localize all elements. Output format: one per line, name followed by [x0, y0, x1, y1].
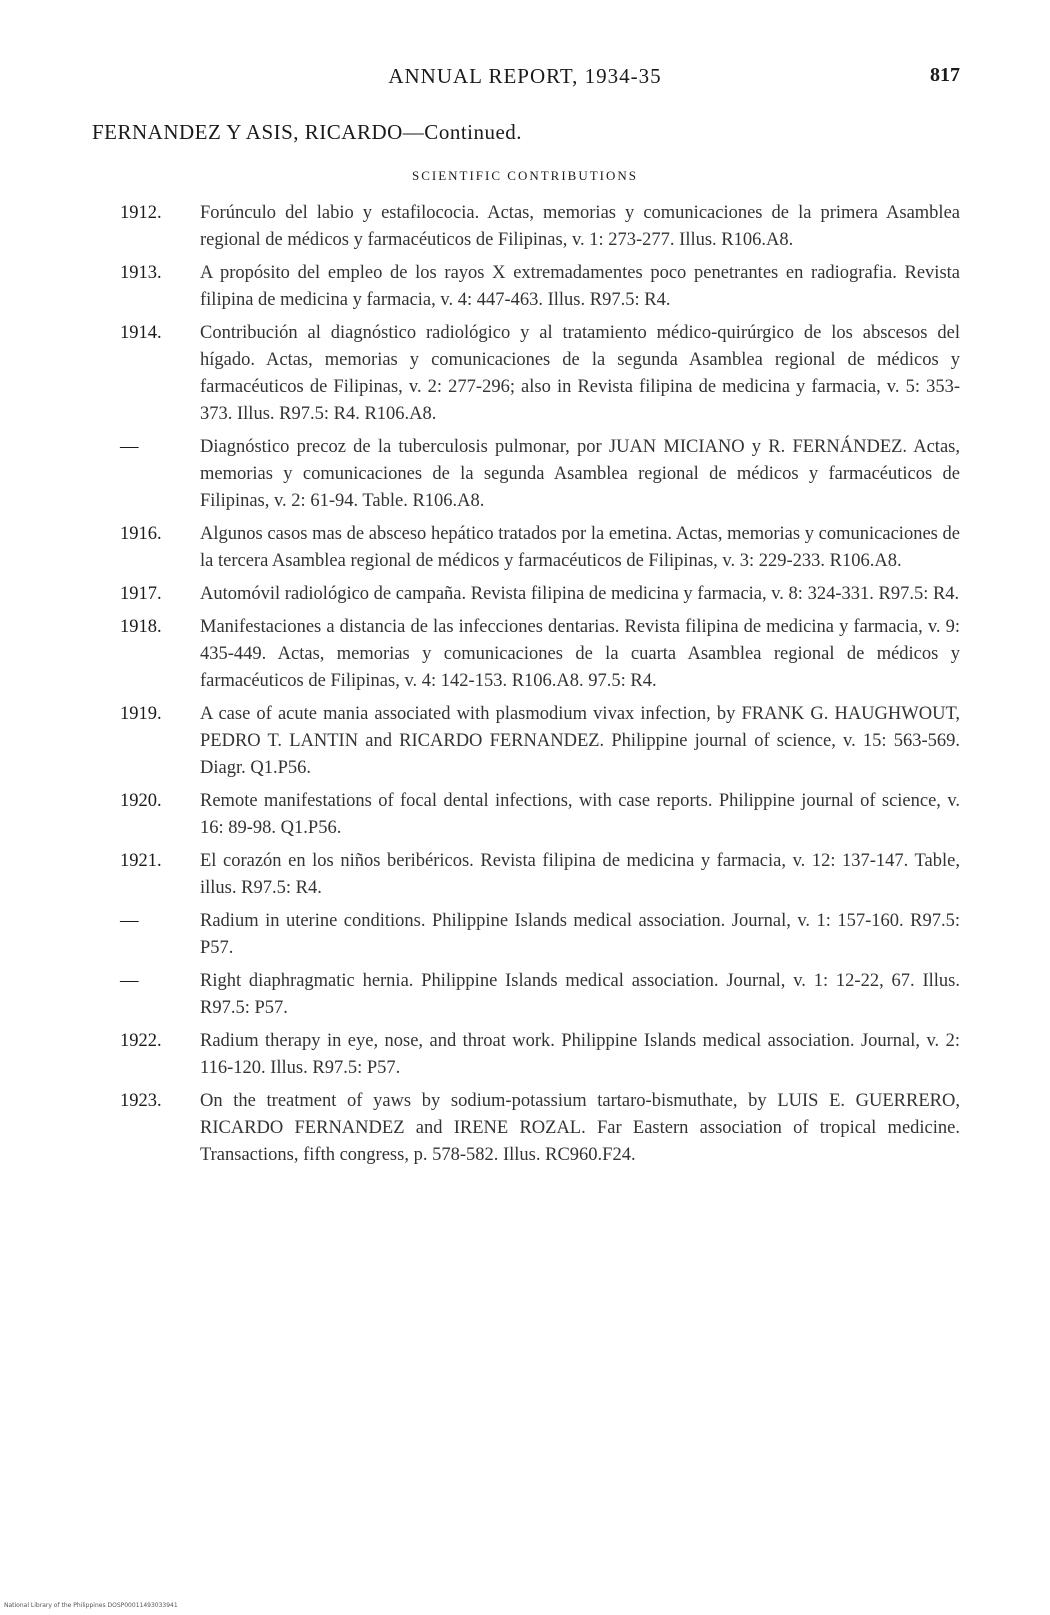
entry-year: —	[120, 971, 139, 991]
entry-year: 1914.	[120, 323, 162, 343]
entry-citation: Automóvil radiológico de campaña. Revista filipina de medicina y farmacia, v. 8: 324-331. R97.5: R4.	[200, 584, 960, 604]
footer-credit: National Library of the Philippines DOSP00011493033941	[4, 1602, 178, 1609]
entry-year: 1913.	[120, 263, 162, 283]
entry-citation: A propósito del empleo de los rayos X extremadamentes poco penetrantes en radiografia. Revista filipina de medicina y farmacia, v. 4: 447-463. Illus. R97.5: R4.	[200, 263, 960, 310]
entry-citation: Forúnculo del labio y estafilococia. Actas, memorias y comunicaciones de la primera Asamblea regional de médicos y farmacéuticos de Filipinas, v. 1: 273-277. Illus. R106.A8.	[200, 203, 960, 250]
bibliography-entry	[120, 200, 960, 254]
entry-year: 1919.	[120, 704, 162, 724]
bibliography-entry	[120, 614, 960, 695]
bibliography-entry	[120, 581, 960, 608]
entry-citation: Radium in uterine conditions. Philippine Islands medical association. Journal, v. 1: 157-160. R97.5: P57.	[200, 911, 960, 958]
bibliography-entry	[120, 701, 960, 782]
section-title: FERNANDEZ Y ASIS, RICARDO—Continued.	[92, 120, 523, 144]
entry-citation: Manifestaciones a distancia de las infecciones dentarias. Revista filipina de medicina y farmacia, v. 9: 435-449. Actas, memorias y comunicaciones de la cuarta Asamblea regional de médicos y farmacéuticos de Filipinas, v. 4: 142-153. R106.A8. 97.5: R4.	[200, 617, 960, 691]
entry-year: 1918.	[120, 617, 162, 637]
page-number: 817	[930, 64, 960, 86]
bibliography-entry	[120, 320, 960, 428]
entry-citation: Right diaphragmatic hernia. Philippine Islands medical association. Journal, v. 1: 12-22, 67. Illus. R97.5: P57.	[200, 971, 960, 1018]
entry-citation: Algunos casos mas de absceso hepático tratados por la emetina. Actas, memorias y comunicaciones de la tercera Asamblea regional de médicos y farmacéuticos de Filipinas, v. 3: 229-233. R106.A8.	[200, 524, 960, 571]
entry-citation: A case of acute mania associated with plasmodium vivax infection, by FRANK G. HAUGHWOUT, PEDRO T. LANTIN and RICARDO FERNANDEZ. Philippine journal of science, v. 15: 563-569. Diagr. Q1.P56.	[200, 704, 960, 778]
entry-citation: Remote manifestations of focal dental infections, with case reports. Philippine journal of science, v. 16: 89-98. Q1.P56.	[200, 791, 960, 838]
entry-citation: Diagnóstico precoz de la tuberculosis pulmonar, por JUAN MICIANO y R. FERNÁNDEZ. Actas, memorias y comunicaciones de la segunda Asamblea regional de médicos y farmacéuticos de Filipinas, v. 2: 61-94. Table. R106.A8.	[200, 437, 960, 511]
entry-year: —	[120, 911, 139, 931]
bibliography-entry	[120, 968, 960, 1022]
entry-year: 1922.	[120, 1031, 162, 1051]
entry-year: 1923.	[120, 1091, 162, 1111]
entry-citation: On the treatment of yaws by sodium-potassium tartaro-bismuthate, by LUIS E. GUERRERO, RICARDO FERNANDEZ and IRENE ROZAL. Far Eastern association of tropical medicine. Transactions, fifth congress, p. 578-582. Illus. RC960.F24.	[200, 1091, 960, 1165]
entry-citation: Contribución al diagnóstico radiológico y al tratamiento médico-quirúrgico de los abscesos del hígado. Actas, memorias y comunicaciones de la segunda Asamblea regional de médicos y farmacéuticos de Filipinas, v. 2: 277-296; also in Revista filipina de medicina y farmacia, v. 5: 353-373. Illus. R97.5: R4. R106.A8.	[200, 323, 960, 424]
bibliography-list	[120, 200, 960, 1175]
bibliography-entry	[120, 434, 960, 515]
bibliography-entry	[120, 1028, 960, 1082]
bibliography-entry	[120, 788, 960, 842]
entry-year: 1921.	[120, 851, 162, 871]
bibliography-entry	[120, 1088, 960, 1169]
entry-citation: El corazón en los niños beribéricos. Revista filipina de medicina y farmacia, v. 12: 137-147. Table, illus. R97.5: R4.	[200, 851, 960, 898]
running-head	[90, 64, 960, 94]
entry-year: 1920.	[120, 791, 162, 811]
running-title: ANNUAL REPORT, 1934-35	[388, 64, 662, 88]
bibliography-entry	[120, 908, 960, 962]
entry-year: 1912.	[120, 203, 162, 223]
bibliography-entry	[120, 521, 960, 575]
bibliography-entry	[120, 848, 960, 902]
entry-year: —	[120, 437, 139, 457]
entry-year: 1916.	[120, 524, 162, 544]
entry-citation: Radium therapy in eye, nose, and throat work. Philippine Islands medical association. Journal, v. 2: 116-120. Illus. R97.5: P57.	[200, 1031, 960, 1078]
entry-year: 1917.	[120, 584, 162, 604]
bibliography-entry	[120, 260, 960, 314]
subheading: SCIENTIFIC CONTRIBUTIONS	[411, 168, 639, 183]
